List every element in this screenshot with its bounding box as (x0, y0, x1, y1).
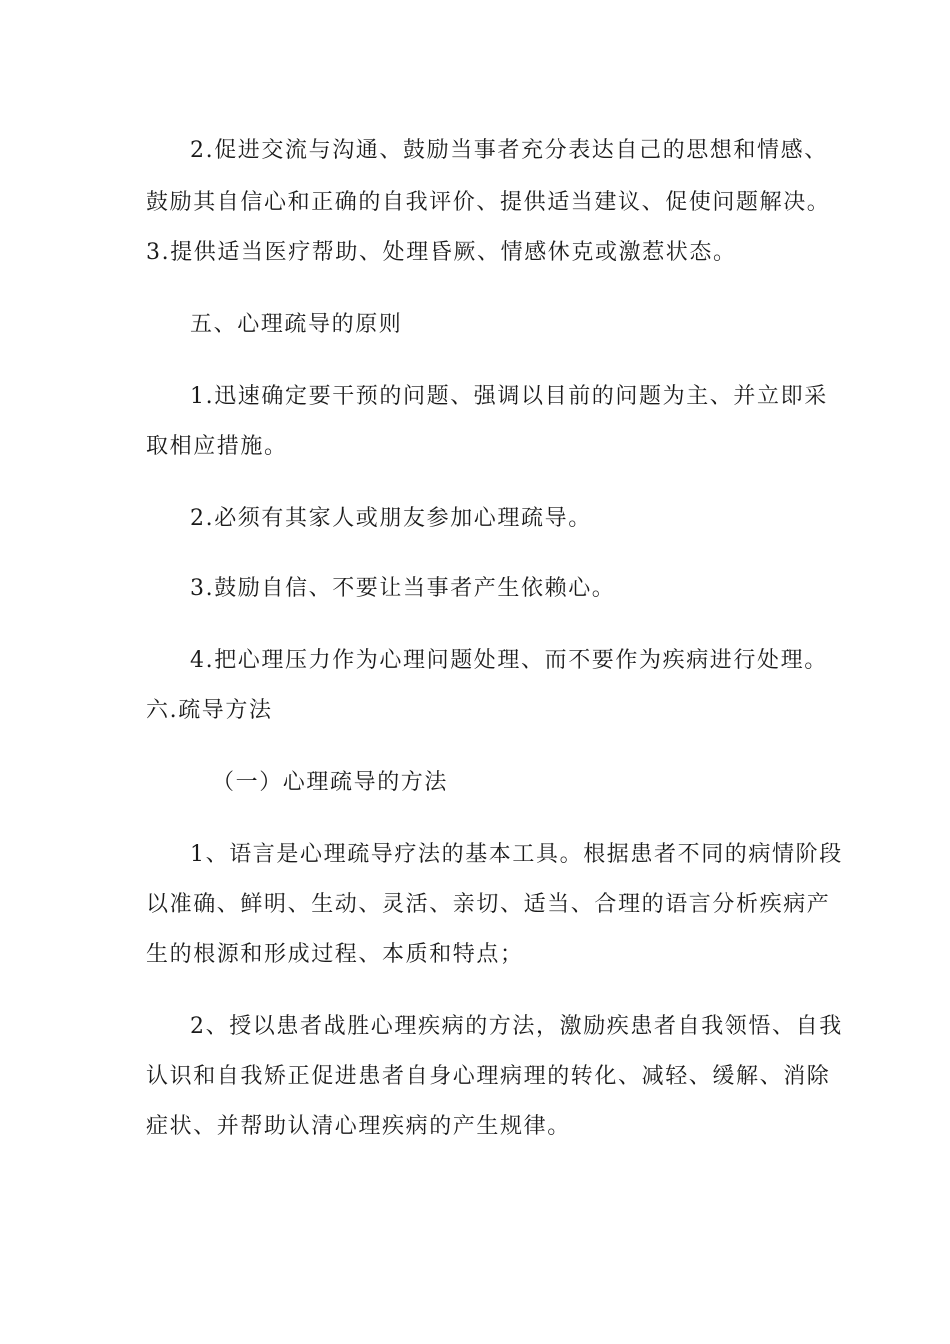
text-line: 以准确、鲜明、生动、灵活、亲切、适当、合理的语言分析疾病产 (146, 892, 831, 917)
text-line: 2.必须有其家人或朋友参加心理疏导。 (190, 506, 592, 531)
text-line: 认识和自我矫正促进患者自身心理病理的转化、减轻、缓解、消除 (146, 1064, 831, 1089)
text-line: 生的根源和形成过程、本质和特点； (146, 942, 524, 967)
text-line: 鼓励其自信心和正确的自我评价、提供适当建议、促使问题解决。 (146, 190, 831, 215)
text-line: 2.促进交流与沟通、鼓励当事者充分表达自己的思想和情感、 (190, 138, 828, 163)
text-line: 3.提供适当医疗帮助、处理昏厥、情感休克或激惹状态。 (146, 240, 737, 265)
text-line: 2、授以患者战胜心理疾病的方法，激励疾患者自我领悟、自我 (190, 1014, 843, 1039)
section-heading: 五、心理疏导的原则 (190, 312, 403, 337)
text-line: 1.迅速确定要干预的问题、强调以目前的问题为主、并立即采 (190, 384, 828, 409)
text-line: 3.鼓励自信、不要让当事者产生依赖心。 (190, 576, 616, 601)
text-line: 取相应措施。 (146, 434, 288, 459)
subsection-heading: （一）心理疏导的方法 (212, 770, 449, 795)
text-line: 症状、并帮助认清心理疾病的产生规律。 (146, 1114, 571, 1139)
text-line: 1、语言是心理疏导疗法的基本工具。根据患者不同的病情阶段 (190, 842, 843, 867)
text-line: 4.把心理压力作为心理问题处理、而不要作为疾病进行处理。 (190, 648, 828, 673)
section-heading: 六.疏导方法 (146, 698, 273, 723)
